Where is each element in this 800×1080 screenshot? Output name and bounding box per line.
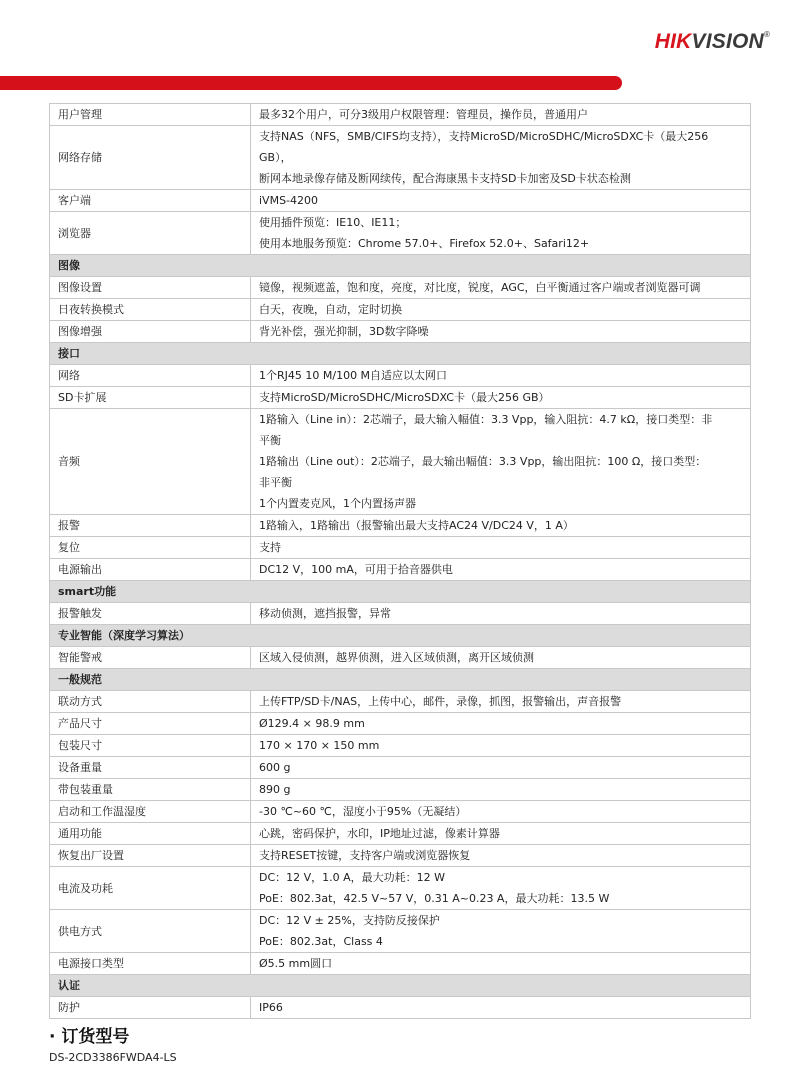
- spec-key: 报警触发: [50, 603, 251, 625]
- spec-value-line: DC12 V，100 mA，可用于拾音器供电: [259, 563, 453, 576]
- spec-row: [50, 212, 751, 255]
- spec-row: [50, 867, 751, 910]
- spec-row: [50, 299, 751, 321]
- spec-row: [50, 997, 751, 1019]
- spec-value: [251, 104, 751, 126]
- logo-registered-mark: ®: [763, 30, 770, 39]
- spec-value: [251, 997, 751, 1019]
- spec-value-line: 白天，夜晚，自动，定时切换: [259, 303, 402, 316]
- spec-key: 网络: [50, 365, 251, 387]
- spec-value: [251, 190, 751, 212]
- spec-value-line: 1路输入，1路输出（报警输出最大支持AC24 V/DC24 V，1 A）: [259, 519, 574, 532]
- spec-row: [50, 126, 751, 190]
- spec-key: 用户管理: [50, 104, 251, 126]
- spec-value: [251, 277, 751, 299]
- spec-value-line: 使用插件预览：IE10、IE11；: [259, 216, 407, 229]
- spec-row: [50, 559, 751, 581]
- spec-value-line: DC：12 V，1.0 A，最大功耗：12 W: [259, 871, 446, 884]
- spec-value-line: Ø129.4 × 98.9 mm: [259, 717, 365, 730]
- spec-value: [251, 779, 751, 801]
- spec-value: [251, 515, 751, 537]
- spec-table: [49, 103, 751, 1019]
- section-header-row: [50, 625, 751, 647]
- spec-value-line: PoE：802.3at，Class 4: [259, 935, 383, 948]
- spec-value-line: 170 × 170 × 150 mm: [259, 739, 380, 752]
- spec-value: [251, 823, 751, 845]
- spec-value: [251, 603, 751, 625]
- spec-value-line: 支持MicroSD/MicroSDHC/MicroSDXC卡（最大256 GB）: [259, 391, 550, 404]
- spec-row: [50, 409, 751, 515]
- spec-key: 产品尺寸: [50, 713, 251, 735]
- spec-key: 复位: [50, 537, 251, 559]
- section-header-row: [50, 255, 751, 277]
- spec-key: 恢复出厂设置: [50, 845, 251, 867]
- spec-row: [50, 779, 751, 801]
- spec-key: 网络存储: [50, 126, 251, 190]
- spec-key: 客户端: [50, 190, 251, 212]
- spec-value-line: 非平衡: [259, 476, 292, 489]
- spec-value-line: 使用本地服务预览：Chrome 57.0+、Firefox 52.0+、Safari12+: [259, 237, 590, 250]
- spec-key: 图像增强: [50, 321, 251, 343]
- spec-value: [251, 757, 751, 779]
- spec-key: 带包装重量: [50, 779, 251, 801]
- section-title: 认证: [50, 975, 751, 997]
- section-header-row: [50, 581, 751, 603]
- spec-key: 通用功能: [50, 823, 251, 845]
- hikvision-logo: [655, 30, 770, 54]
- spec-key: 浏览器: [50, 212, 251, 255]
- spec-value-line: DC：12 V ± 25%，支持防反接保护: [259, 914, 440, 927]
- spec-key: 日夜转换模式: [50, 299, 251, 321]
- logo-hik-text: HIK: [654, 30, 692, 53]
- spec-value-line: 平衡: [259, 434, 281, 447]
- spec-row: [50, 691, 751, 713]
- spec-value-line: 支持RESET按键，支持客户端或浏览器恢复: [259, 849, 471, 862]
- spec-value-line: 支持: [259, 541, 281, 554]
- spec-value: [251, 126, 751, 190]
- spec-value-line: iVMS-4200: [259, 194, 319, 207]
- spec-key: 图像设置: [50, 277, 251, 299]
- spec-value-line: 1个RJ45 10 M/100 M自适应以太网口: [259, 369, 448, 382]
- spec-value: [251, 735, 751, 757]
- spec-value: [251, 691, 751, 713]
- spec-row: [50, 365, 751, 387]
- spec-key: 启动和工作温湿度: [50, 801, 251, 823]
- spec-value: [251, 212, 751, 255]
- spec-value: [251, 365, 751, 387]
- spec-value-line: 最多32个用户，可分3级用户权限管理：管理员，操作员，普通用户: [259, 108, 588, 121]
- spec-value: [251, 409, 751, 515]
- spec-row: [50, 845, 751, 867]
- header-red-bar: [0, 76, 622, 90]
- spec-row: [50, 515, 751, 537]
- section-header-row: [50, 975, 751, 997]
- spec-value: [251, 299, 751, 321]
- spec-key: 电流及功耗: [50, 867, 251, 910]
- spec-value-line: 上传FTP/SD卡/NAS，上传中心，邮件，录像，抓图，报警输出，声音报警: [259, 695, 622, 708]
- logo-vision-text: VISION: [691, 30, 764, 53]
- spec-value-line: Ø5.5 mm圆口: [259, 957, 333, 970]
- spec-table-body: [50, 104, 751, 1019]
- spec-key: 包装尺寸: [50, 735, 251, 757]
- spec-value-line: 移动侦测，遮挡报警，异常: [259, 607, 391, 620]
- spec-key: 电源输出: [50, 559, 251, 581]
- section-header-row: [50, 669, 751, 691]
- section-title: 一般规范: [50, 669, 751, 691]
- section-title: 专业智能（深度学习算法）: [50, 625, 751, 647]
- spec-row: [50, 104, 751, 126]
- spec-value-line: 镜像，视频遮盖，饱和度，亮度，对比度，锐度，AGC，白平衡通过客户端或者浏览器可调: [259, 281, 701, 294]
- spec-value: [251, 953, 751, 975]
- spec-value-line: 600 g: [259, 761, 291, 774]
- order-model-number: DS-2CD3386FWDA4-LS: [49, 1051, 177, 1064]
- section-title: 接口: [50, 343, 751, 365]
- spec-value: [251, 321, 751, 343]
- spec-key: 供电方式: [50, 910, 251, 953]
- spec-key: 智能警戒: [50, 647, 251, 669]
- spec-row: [50, 387, 751, 409]
- spec-row: [50, 190, 751, 212]
- section-header-row: [50, 343, 751, 365]
- spec-value: [251, 559, 751, 581]
- spec-key: 音频: [50, 409, 251, 515]
- spec-value: [251, 713, 751, 735]
- spec-row: [50, 735, 751, 757]
- spec-row: [50, 603, 751, 625]
- spec-row: [50, 647, 751, 669]
- order-section-title: · 订货型号: [49, 1027, 130, 1047]
- spec-value-line: 支持NAS（NFS，SMB/CIFS均支持），支持MicroSD/MicroSDHC/MicroSDXC卡（最大256 GB），: [259, 130, 709, 164]
- spec-value-line: 断网本地录像存储及断网续传，配合海康黑卡支持SD卡加密及SD卡状态检测: [259, 172, 631, 185]
- spec-value-line: 1路输入（Line in）：2芯端子，最大输入幅值：3.3 Vpp，输入阻抗：4.7 kΩ，接口类型：非: [259, 413, 713, 426]
- spec-row: [50, 537, 751, 559]
- spec-value: [251, 537, 751, 559]
- spec-value: [251, 845, 751, 867]
- spec-value: [251, 647, 751, 669]
- spec-key: 电源接口类型: [50, 953, 251, 975]
- spec-row: [50, 713, 751, 735]
- spec-key: 联动方式: [50, 691, 251, 713]
- spec-value-line: -30 ℃~60 ℃，湿度小于95%（无凝结）: [259, 805, 467, 818]
- spec-row: [50, 801, 751, 823]
- spec-value: [251, 867, 751, 910]
- spec-key: 设备重量: [50, 757, 251, 779]
- section-title: 图像: [50, 255, 751, 277]
- spec-row: [50, 757, 751, 779]
- spec-row: [50, 277, 751, 299]
- spec-row: [50, 953, 751, 975]
- spec-value: [251, 801, 751, 823]
- spec-row: [50, 321, 751, 343]
- spec-key: SD卡扩展: [50, 387, 251, 409]
- spec-value-line: 890 g: [259, 783, 291, 796]
- spec-value-line: 1路输出（Line out）：2芯端子，最大输出幅值：3.3 Vpp，输出阻抗：100 Ω，接口类型：: [259, 455, 707, 468]
- spec-value-line: 区域入侵侦测，越界侦测，进入区域侦测，离开区域侦测: [259, 651, 534, 664]
- spec-row: [50, 823, 751, 845]
- spec-row: [50, 910, 751, 953]
- spec-value-line: IP66: [259, 1001, 283, 1014]
- spec-value-line: 心跳，密码保护，水印，IP地址过滤，像素计算器: [259, 827, 500, 840]
- spec-value-line: 背光补偿，强光抑制，3D数字降噪: [259, 325, 429, 338]
- spec-key: 防护: [50, 997, 251, 1019]
- spec-value: [251, 910, 751, 953]
- section-title: smart功能: [50, 581, 751, 603]
- spec-value-line: PoE：802.3at，42.5 V~57 V，0.31 A~0.23 A，最大功耗：13.5 W: [259, 892, 610, 905]
- spec-value: [251, 387, 751, 409]
- spec-value-line: 1个内置麦克风，1个内置扬声器: [259, 497, 416, 510]
- spec-key: 报警: [50, 515, 251, 537]
